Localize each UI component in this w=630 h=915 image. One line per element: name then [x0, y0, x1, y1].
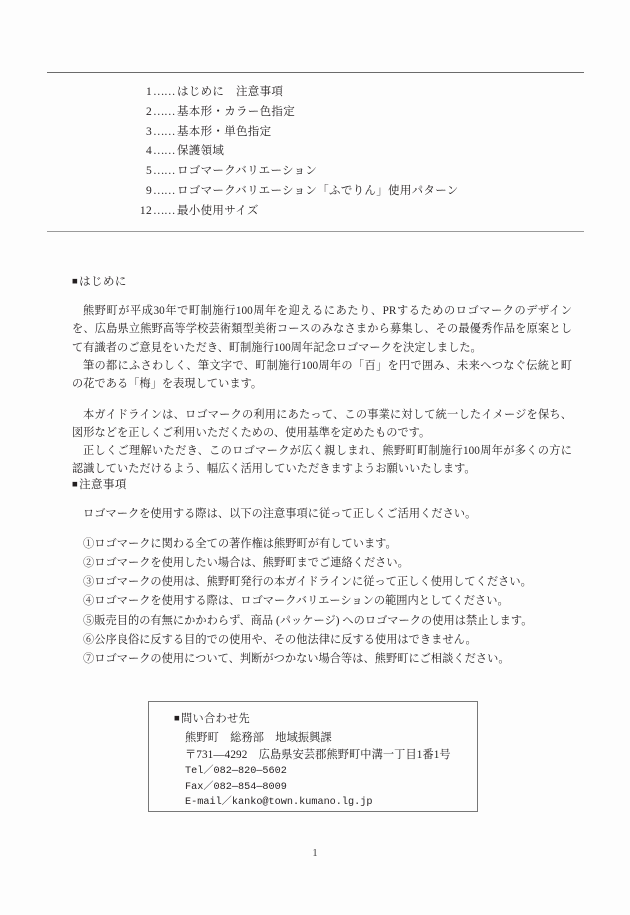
toc-entry-page: 5 — [145, 165, 152, 178]
toc-entry-label: 最小使用サイズ — [177, 204, 259, 217]
toc-entry-page: 1 — [145, 86, 152, 98]
toc-entry-label: はじめに 注意事項 — [177, 86, 284, 98]
notes-lead: ロゴマークを使用する際は、以下の注意事項に従って正しくご活用ください。 — [83, 508, 477, 521]
notes-item: ④ロゴマークを使用する際は、ロゴマークバリエーションの範囲内としてください。 — [83, 595, 509, 608]
toc-entry-page: 12 — [139, 204, 152, 217]
notes-heading-label: 注意事項 — [79, 479, 127, 491]
toc-entry-dots: …… — [153, 105, 175, 118]
page-number: 1 — [312, 848, 318, 859]
toc-entry[interactable] — [47, 182, 584, 202]
notes-item: ⑥公序良俗に反する目的での使用や、その他法律に反する使用はできません。 — [83, 633, 477, 646]
square-bullet-icon: ■ — [72, 277, 79, 287]
toc-entry[interactable] — [47, 162, 584, 182]
square-bullet-icon: ■ — [174, 714, 181, 724]
intro-heading — [72, 274, 572, 291]
contact-address: 〒731—4292 広島県安芸郡熊野町中溝一丁目1番1号 — [185, 749, 451, 762]
toc-entry-label: ロゴマークバリエーション「ふでりん」使用パターン — [177, 184, 459, 197]
intro-paragraph-4: 正しくご理解いただき、このロゴマークが広く親しまれ、熊野町町制施行100周年が多くの方に認識していただけるよう、幅広く活用していただきますようお願いいたします。 — [72, 445, 572, 476]
notes-item-list — [72, 535, 572, 668]
notes-item: ②ロゴマークを使用したい場合は、熊野町までご連絡ください。 — [83, 557, 409, 570]
toc-entry[interactable] — [47, 142, 584, 162]
notes-item: ⑤販売目的の有無にかかわらず、商品 (パッケージ) へのロゴマークの使用は禁止します。 — [83, 614, 533, 627]
contact-title — [174, 711, 477, 728]
toc-entry[interactable] — [47, 123, 584, 143]
intro-paragraph-2: 筆の都にふさわしく、筆文字で、町制施行100周年の「百」を円で囲み、未来へつなぐ伝統と町の花である「梅」を表現しています。 — [72, 359, 572, 390]
toc-entry-dots: …… — [153, 125, 175, 138]
toc-entry-dots: …… — [153, 184, 175, 197]
square-bullet-icon: ■ — [72, 480, 79, 490]
paragraph-spacer — [72, 393, 572, 406]
toc-entry-label: 基本形・単色指定 — [177, 125, 272, 138]
toc-entry-page: 2 — [145, 105, 152, 118]
intro-section — [72, 274, 572, 479]
toc-bottom-rule — [47, 231, 584, 232]
toc-list — [47, 73, 584, 231]
contact-details — [174, 730, 477, 811]
notes-section — [72, 477, 572, 669]
toc-entry-label: 基本形・カラー色指定 — [177, 105, 295, 118]
contact-box-inner — [149, 702, 477, 811]
contact-tel: Tel／082—820—5602 — [185, 766, 287, 778]
toc-entry-label: 保護領域 — [177, 145, 225, 158]
contact-email: E-mail／kanko@town.kumano.lg.jp — [185, 797, 373, 809]
contact-box — [148, 701, 478, 812]
toc-entry-dots: …… — [153, 204, 175, 217]
toc-entry-page: 3 — [145, 125, 152, 138]
contact-fax: Fax／082—854—8009 — [185, 781, 287, 793]
intro-heading-label: はじめに — [79, 276, 127, 288]
notes-item: ⑦ロゴマークの使用について、判断がつかない場合等は、熊野町にご相談ください。 — [83, 652, 510, 665]
toc-entry[interactable] — [47, 202, 584, 222]
intro-paragraph-1: 熊野町が平成30年で町制施行100周年を迎えるにあたり、PRするためのロゴマークのデザインを、広島県立熊野高等学校芸術類型美術コースのみなさまから募集し、その最優秀作品を原案として有識者のご意見をいただき、町制施行100周年記念ロゴマークを決定しました。 — [72, 305, 572, 354]
notes-item: ①ロゴマークに関わる全ての著作権は熊野町が有しています。 — [83, 538, 397, 551]
contact-department: 熊野町 総務部 地域振興課 — [185, 732, 332, 745]
intro-paragraph-3: 本ガイドラインは、ロゴマークの利用にあたって、この事業に対して統一したイメージを保ち、図形などを正しくご利用いただくための、使用基準を定めたものです。 — [72, 408, 572, 440]
toc-entry-dots: …… — [153, 165, 175, 178]
table-of-contents — [47, 72, 584, 232]
toc-entry-dots: …… — [153, 86, 175, 98]
toc-entry-page: 9 — [145, 184, 152, 197]
notes-heading — [72, 477, 572, 494]
toc-entry-dots: …… — [153, 145, 175, 158]
toc-entry[interactable] — [47, 83, 584, 103]
notes-item: ③ロゴマークの使用は、熊野町発行の本ガイドラインに従って正しく使用してください。 — [83, 576, 532, 589]
contact-title-label: 問い合わせ先 — [181, 713, 250, 725]
toc-entry-label: ロゴマークバリエーション — [177, 165, 318, 178]
toc-entry[interactable] — [47, 103, 584, 123]
toc-entry-page: 4 — [145, 145, 152, 158]
